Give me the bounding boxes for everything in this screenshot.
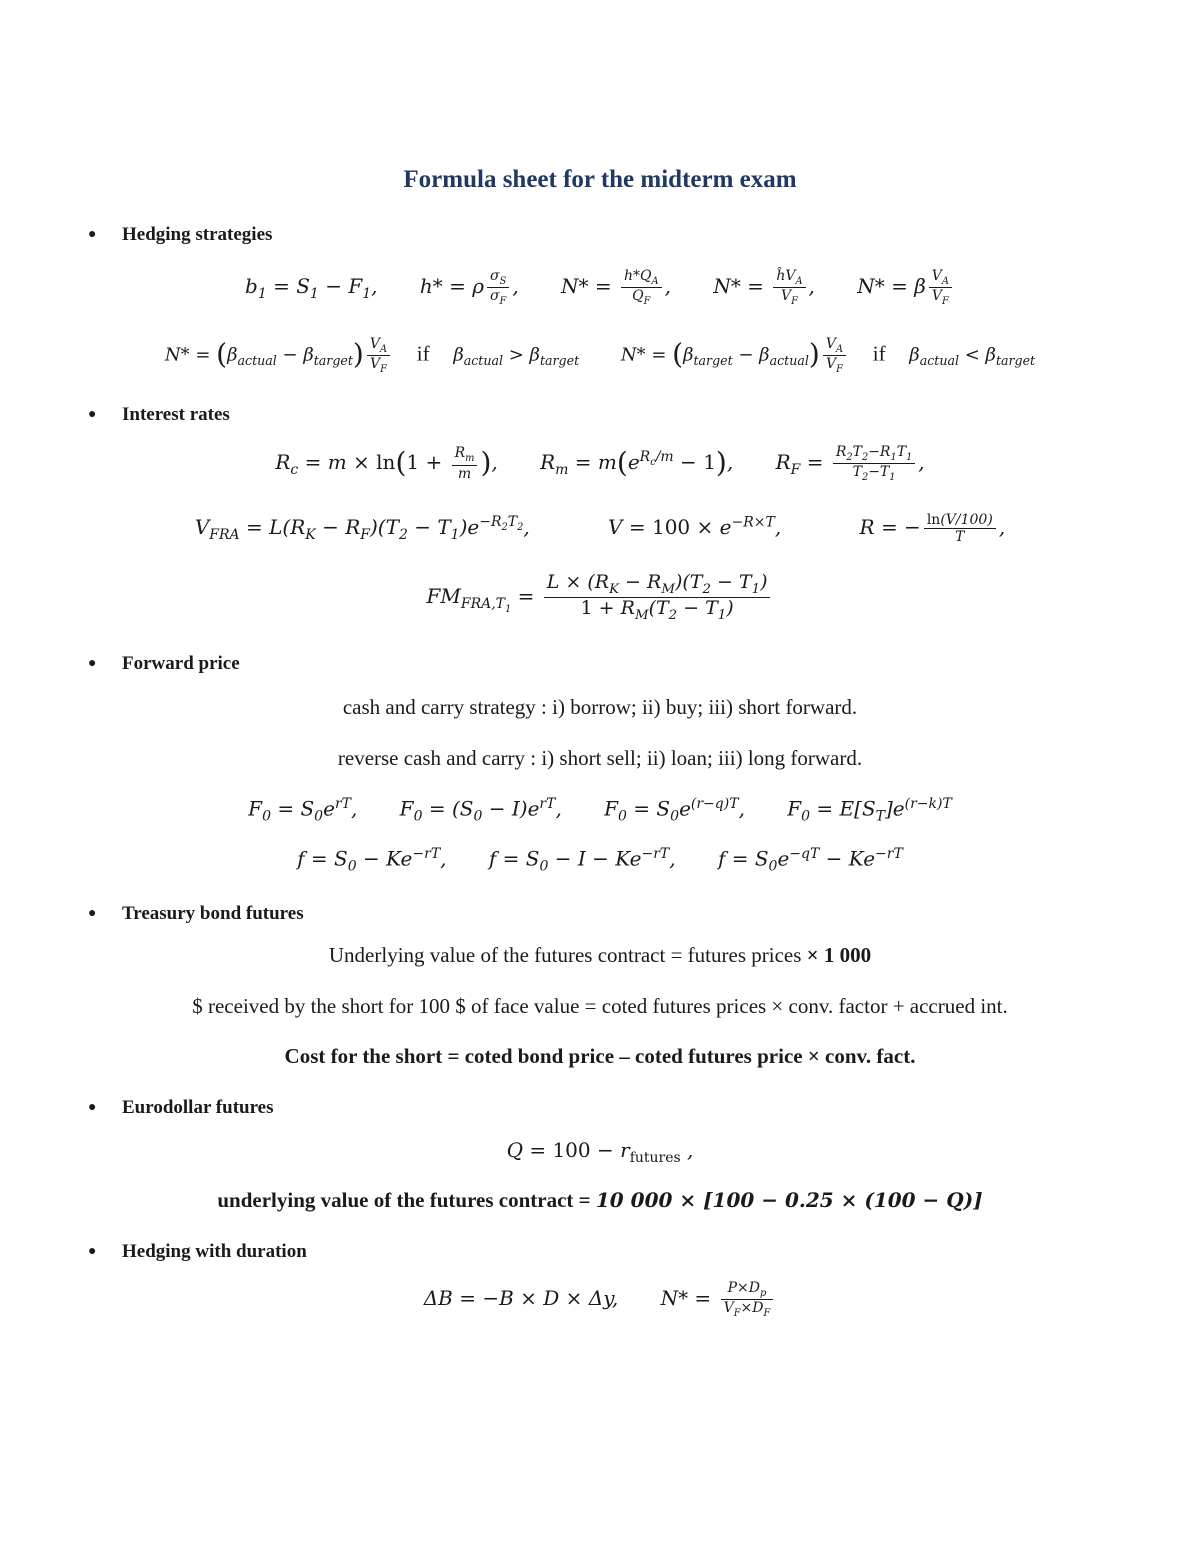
section-label: Eurodollar futures [122,1097,274,1118]
formula-interest-row2: $V_{FRA} = L(R_K - R_F)(T_2 - T_1)e^{-R_2T_2}$, $V = 100 \times e^{-R\times T}$, R = − $\frac{\ln(V/100)}{T}$ , [194,512,1006,546]
bullet-icon: ● [88,227,97,242]
section-label: Treasury bond futures [122,903,304,924]
bullet-icon: ● [88,1100,97,1115]
section-label: Hedging with duration [122,1241,307,1262]
formula-duration: ΔB = −B × D × Δy, N* = $\frac{P\times D_p}{V_F\times D_F}$ [0,1280,1200,1319]
underlying-value-text: Underlying value of the futures contract = futures prices [328,943,802,967]
cost-for-short-text: Cost for the short = coted bond price – coted futures price × conv. fact. [284,1044,916,1068]
cash-carry-text: cash and carry strategy : i) borrow; ii) buy; iii) short forward. [342,695,858,719]
eurodollar-underlying-math: 10 000 × [100 − 0.25 × (100 − Q)] [595,1188,983,1212]
section-label: Forward price [122,653,240,674]
section-interest-rates [88,404,230,426]
formula-interest-row1: $R_c = m \times \ln(1$ + $\frac{R_m}{m}$ ), $R_m = m(e^{R_c/m} - 1)$, $R_F$ = $\frac{R_2T_2-R_1T_1}{T_2-T_1}$ , [275,444,925,483]
bullet-icon: ● [88,656,97,671]
bullet-icon: ● [88,407,97,422]
section-label: Hedging strategies [122,224,273,245]
formula-eurodollar-q: $Q = 100 - r_{futures}$ , [506,1138,694,1166]
received-by-short-text: $ received by the short for 100 $ of face value = coted futures prices × conv. factor + accrued int. [192,994,1008,1018]
section-hedging-strategies [88,224,272,246]
reverse-cash-carry-text: reverse cash and carry : i) short sell; ii) loan; iii) long forward. [337,746,863,770]
formula-hedging-row2: $N* = (\beta_{actual} - \beta_{target})$ $\frac{V_A}{V_F}$ if $\beta_{actual} > \beta_{target}$ $N* = (\beta_{target} - \beta_{actual})$ $\frac{V_A}{V_F}$ if $\beta_{actual} < \beta_{target}$ [164,336,1036,375]
underlying-value-math: × 1 000 [806,943,872,967]
if-label: if [416,341,430,366]
section-label: Interest rates [122,404,230,425]
formula-eurodollar-underlying [0,1188,1200,1213]
bullet-icon: ● [88,906,97,921]
formula-forward-row1: $F_0 = S_0e^{rT}$, $F_0 = (S_0 - I)e^{rT}$, $F_0 = S_0e^{(r-q)T}$, $F_0 = E[S_T]e^{(r-k)T}$ [248,796,952,825]
if-label: if [872,341,886,366]
section-eurodollar-futures [88,1097,274,1119]
formula-hedging-row1: $b_1 = S_1 - F_1$, h* = ρ $\frac{\sigma_S}{\sigma_F}$ , N* = $\frac{h*Q_A}{Q_F}$ , N* = $\frac{ĥV_A}{V_F}$ , N* = β $\frac{V_A}{V_F}$ [0,268,1200,307]
section-hedging-duration [88,1241,307,1263]
formula-fm-fra: $FM_{FRA,T_1}$ = $\frac{L \times (R_K - R_M)(T_2 - T_1)}{1 + R_M(T_2 - T_1)}$ [0,572,1200,623]
underlying-value-line [0,943,1200,968]
section-forward-price [88,653,240,675]
eurodollar-underlying-text: underlying value of the futures contract = [217,1188,591,1212]
page-title: Formula sheet for the midterm exam [403,166,797,193]
bullet-icon: ● [88,1244,97,1259]
section-treasury-bond-futures [88,903,304,925]
formula-forward-row2: $f = S_0 - Ke^{-rT}$, $f = S_0 - I - Ke^{-rT}$, $f = S_0e^{-qT} - Ke^{-rT}$ [297,846,903,875]
